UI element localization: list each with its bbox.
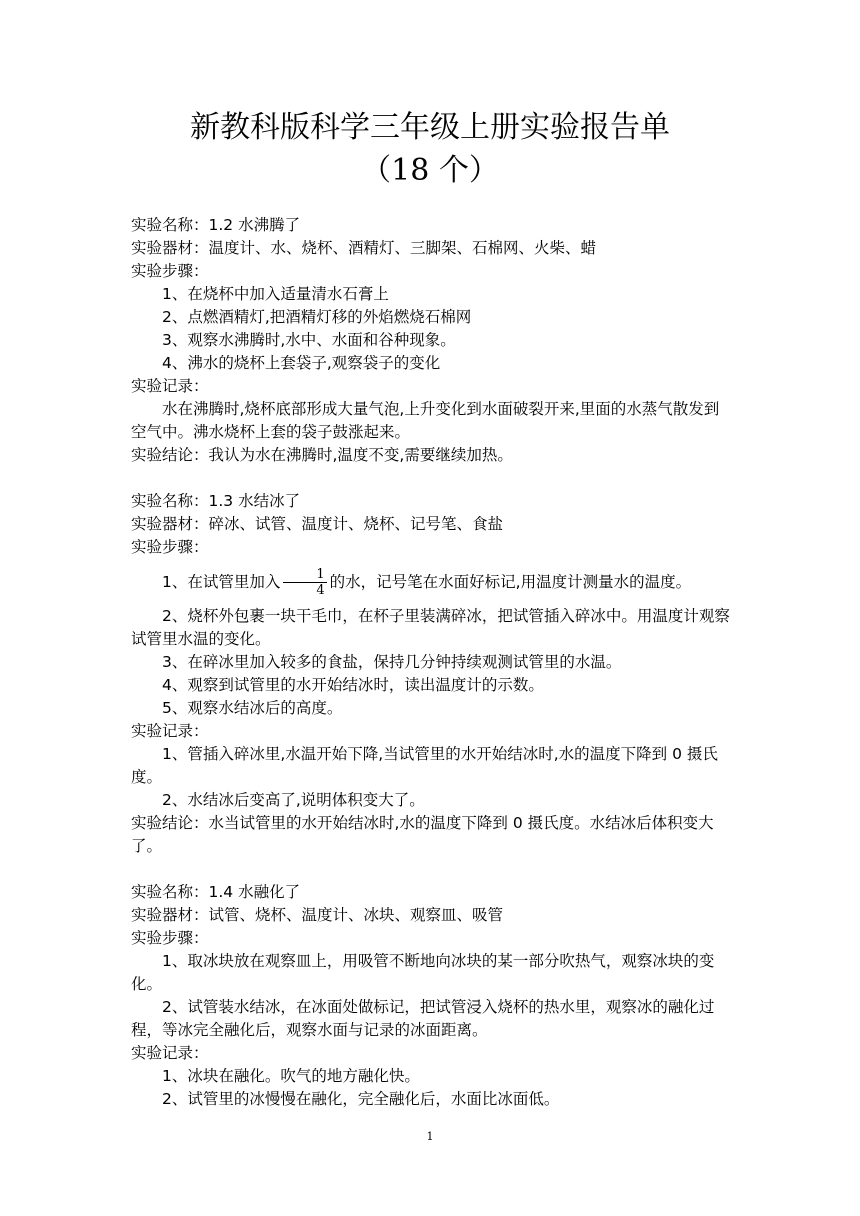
experiment-name: 实验名称：1.4 水融化了	[131, 883, 301, 901]
record-item: 1、管插入碎冰里,水温开始下降,当试管里的水开始结冰时,水的温度下降到 0 摄氏度。	[131, 745, 718, 786]
step-item: 2、试管装水结冰，在冰面处做标记，把试管浸入烧杯的热水里，观察冰的融化过程，等冰完全融化后，观察水面与记录的冰面距离。	[131, 998, 715, 1039]
record-item: 2、试管里的冰慢慢在融化，完全融化后，水面比冰面低。	[162, 1090, 560, 1108]
record-label: 实验记录：	[131, 1044, 209, 1062]
step-item: 4、沸水的烧杯上套袋子,观察袋子的变化	[162, 354, 441, 372]
page-title: 新教科版科学三年级上册实验报告单	[190, 110, 670, 145]
steps-label: 实验步骤：	[131, 929, 209, 947]
record-label: 实验记录：	[131, 377, 209, 395]
step-item: 5、观察水结冰后的高度。	[162, 699, 343, 717]
fraction	[283, 567, 326, 598]
experiment-conclusion: 实验结论：水当试管里的水开始结冰时,水的温度下降到 0 摄氏度。水结冰后体积变大了。	[131, 814, 714, 855]
step-item: 3、观察水沸腾时,水中、水面和谷种现象。	[162, 331, 456, 349]
steps-label: 实验步骤：	[131, 538, 209, 556]
section-gap	[131, 858, 731, 881]
fraction-denominator: 4	[316, 583, 325, 598]
step-item: 3、在碎冰里加入较多的食盐，保持几分钟持续观测试管里的水温。	[162, 653, 622, 671]
experiment-name: 实验名称：1.2 水沸腾了	[131, 216, 301, 234]
experiment-1-2	[131, 214, 731, 467]
experiment-equipment: 实验器材：试管、烧杯、温度计、冰块、观察皿、吸管	[131, 906, 504, 924]
steps-label: 实验步骤：	[131, 262, 209, 280]
step-text: 1、在试管里加入	[162, 573, 281, 591]
experiment-name: 实验名称：1.3 水结冰了	[131, 492, 301, 510]
record-item: 1、冰块在融化。吹气的地方融化快。	[162, 1067, 420, 1085]
record-item: 水在沸腾时,烧杯底部形成大量气泡,上升变化到水面破裂开来,里面的水蒸气散发到空气中。沸水烧杯上套的袋子鼓涨起来。	[131, 400, 720, 441]
page-subtitle: （18 个）	[361, 153, 499, 188]
fraction-numerator: 1	[283, 567, 326, 583]
section-gap	[131, 467, 731, 490]
step-item: 4、观察到试管里的水开始结冰时，读出温度计的示数。	[162, 676, 544, 694]
record-item: 2、水结冰后变高了,说明体积变大了。	[162, 791, 425, 809]
step-item: 2、点燃酒精灯,把酒精灯移的外焰燃烧石棉网	[162, 308, 472, 326]
step-text: 的水，记号笔在水面好标记,用温度计测量水的温度。	[329, 573, 692, 591]
step-item	[131, 559, 731, 605]
experiment-equipment: 实验器材：碎冰、试管、温度计、烧杯、记号笔、食盐	[131, 515, 504, 533]
experiment-1-3	[131, 490, 731, 858]
experiment-1-4	[131, 881, 731, 1111]
page-number: 1	[426, 1130, 434, 1143]
experiment-conclusion: 实验结论：我认为水在沸腾时,温度不变,需要继续加热。	[131, 446, 513, 464]
step-item: 2、烧杯外包裹一块干毛巾，在杯子里装满碎冰，把试管插入碎冰中。用温度计观察试管里水温的变化。	[131, 607, 730, 648]
document-body	[131, 214, 731, 1111]
step-item: 1、在烧杯中加入适量清水石膏上	[162, 285, 389, 303]
experiment-equipment: 实验器材：温度计、水、烧杯、酒精灯、三脚架、石棉网、火柴、蜡	[131, 239, 597, 257]
record-label: 实验记录：	[131, 722, 209, 740]
step-item: 1、取冰块放在观察皿上，用吸管不断地向冰块的某一部分吹热气，观察冰块的变化。	[131, 952, 715, 993]
